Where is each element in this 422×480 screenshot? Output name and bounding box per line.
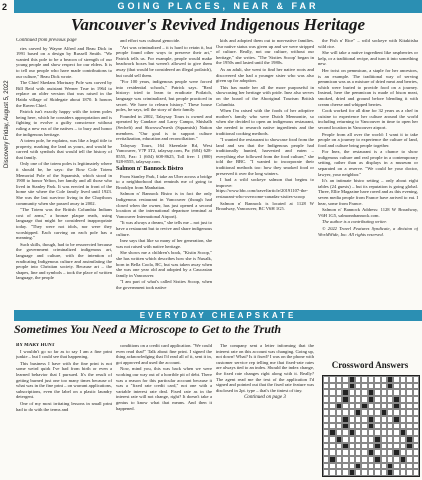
crossword-cell	[413, 403, 419, 410]
paragraph: A totem pole, he explains, was like a legal title to property, marking the land as yours, and would be carved with symbols that would tell the history of that family.	[16, 138, 112, 160]
article1-headline: Vancouver's Revived Indigenous Heritage	[70, 15, 366, 34]
paragraph: Now, mind you, this was back when we were working our way out of a horrible pit of debt. There was a reason for this particular account because it was a "fixed rate credit card," not one with a variable interest rate deal. Fixed rate as in the interest rate will not change, right? It doesn't take a genius to know what that means. And then it happened.	[116, 366, 212, 411]
crossword-grid	[322, 375, 420, 477]
crossword-cell	[413, 396, 419, 403]
paragraph: When I'm raised with the foods of her adoptive mother's family who were Dutch Mennonite, so when she decided to open an indigenous restaurant, she needed to research native ingredients and the traditional cooking methods.	[216, 108, 314, 136]
continued-on-note: Continued on page 3	[244, 395, 286, 401]
paragraph: ries carved by Wayne Alfred and Beau Dick in 1991 based on a design by Russell Smith. "We wanted this pole to be a beacon of strength of our young people and show respect for our elders. It is to tell our people who have made contributions to our culture," Beau Dick wrote.	[16, 45, 112, 79]
paragraph: This has made her all the more purposeful in showcasing her heritage with pride. Inez also serves on the board of the Aboriginal Tourism British Columbia.	[216, 84, 314, 107]
continued-note: Continued from previous page	[16, 38, 77, 43]
paragraph: The company sent a letter informing that the interest rate on this account was changing. Going up, not down! What? Is it fixed? I was on the phone with customer service rep telling me that fixed-rate rates are always tied to an index. Should the index change, the fixed rate changes right along with it. Really? The agent read me the text of the application I'd signed and pointed out that the fixed rate feature was disclosed in 2pt. type – that's the tiniest of tiny.	[216, 343, 314, 393]
paragraph: Patrick isn't exactly happy with the totem poles being here, which he considers appropriation and is fighting to evolve a guilty conscience without ruling a new era of the natives – to bury and honor the indigenous heritage.	[16, 109, 112, 137]
page-sidebar	[0, 0, 12, 480]
paragraph: Inez says that like so many of her generation, she was not raised with native heritage.	[116, 238, 212, 249]
paragraph: The Chief Skedans Mortuary Pole was carved by Bill Reid with assistant Werner True in 1964 to replace an older version that was raised in the Haida village of Skidegate about 1870. It honors the Raven Chief.	[16, 80, 112, 108]
paragraph: For Inez, the restaurant is a chance to show indigenous culture and real people in a contemporary setting, rather than as displays in a museum or separated on a reserve. "We could be your doctor, lawyer, your neighbor."	[318, 149, 418, 177]
crossword-cell	[413, 436, 419, 443]
crossword-cell	[413, 449, 419, 456]
footnote: The author is a contributing writer.	[322, 219, 387, 225]
paragraph: It's an intimate bistro setting – only about eight tables (24 guests) – but its reputation is going global. Three, Ellie Magazine have raved and as this evening, seven media people from France have arrived to eat. I hear, some from France.	[318, 178, 418, 206]
paragraph: Only one of the totem poles is legitimately where it should be, he says: the Bow Cole Totem Memorial Pole of the Squamish, which stood in 1900 to honor Yelton, her family and all those who lived in Stanley Park. It was erected in front of the home site where the Cole family lived until 1923. She was the last survivor living in the Chaythoos community when she passed away in 2002.	[16, 161, 112, 206]
copyright: © 2022 Travel Features Syndicate, a division of WorldWide, Inc. All rights reserved.	[318, 226, 418, 237]
crossword-cell	[413, 376, 419, 383]
crossword-cell	[413, 443, 419, 450]
paragraph: Salmon n' Bannock Bistro is in fact the only Indigenous restaurant in Vancouver (though had closed when the owner, has just opened a second location at the international departure terminal at Vancouver International Airport).	[116, 191, 212, 219]
article2-headline: Sometimes You Need a Microscope to Get to the Truth	[14, 322, 281, 336]
paragraph: Cook worked for all dine for 32 years as a chef in cuisine to experience her culture around the world including returning to Vancouver in time to open her second location in Vancouver airport.	[318, 108, 418, 130]
paragraph: "For 100 years, indigenous people were forced into residential schools," Patrick says. "Real history: tried to learn to eradicate Potlatch, language was criminalized, but people practiced in secret. We have to relearn history." These house poles, he says, tell the story of their family.	[116, 79, 212, 113]
article2-column-2	[116, 343, 212, 478]
crossword-cell	[413, 463, 419, 470]
article1-subhead: Salmon n' Bannock Bistro	[116, 166, 184, 173]
paragraph: Salmon n' Bannock is located at 1128 W Broadway, Vancouver, BC V6H 1G5.	[216, 200, 314, 212]
paragraph: conditions on a credit card application. "We could even read that!" Talk about fine print. I signed the thing acknowledging that I'd read all of it, sent it in, got approved and used the account.	[116, 343, 212, 365]
paragraph: Founded in 2002, Talaysay Tours is owned and operated by Candace and Larry Campo, Shishalh (Sechelt) and Skwxwu7mesh (Squamish) Nation members. "Our goal is to support culture revitalization, education and reconciliation."	[116, 113, 212, 142]
crossword-cell	[413, 469, 419, 476]
crossword-cell	[413, 456, 419, 463]
article2-column-3	[216, 343, 314, 478]
paragraph: and effort was cultural genocide.	[120, 38, 181, 43]
paragraph: Such skills, though, had to be resurrected because the government criminalized indigenous art, language and culture, with the intention of eradicating Indigenous culture and assimilating the people into Christian society. Because art – the shapes, line and symbols – took the place of written language, the people	[16, 241, 112, 281]
paragraph: I had a wild sockeye salmon that begins to improve: https://www.bbc.com/travel/article/20191107-the-restaurant-who-overcome-canadas-sixties-scoop	[216, 177, 314, 200]
crossword-cell	[413, 429, 419, 436]
paragraph: As an adult, she went to find her native roots and discovered she had a younger sister who was also given up for adoption.	[216, 66, 314, 84]
paragraph: Her twist on pemmican, a staple for her ancestors, is an example. The traditional way of serving pemmican was as a mixture of dried meat and berries, which were buried to provide food on a journey. Instead, here the pemmican is made of bison meat, smoked, dried and ground before blending it with cream cheese and whipped berries.	[318, 67, 418, 107]
article1-column-4	[318, 38, 418, 308]
byline: BY MARY HUNT	[16, 343, 55, 348]
crossword-cell	[413, 409, 419, 416]
paragraph: From Stanley Park, I take an Uber across a bridge to a neighborhood that reminds me of going to Brooklyn from Manhattan.	[116, 173, 212, 190]
paragraph: One of my most irritating lessons in small print had to do with the terms and	[16, 400, 112, 412]
crossword-cell	[413, 383, 419, 390]
page-number: 2	[2, 2, 8, 12]
paragraph: "Art was criminalized – it is hard to retain it, but people found other ways to preserve their art," Patrick tells us. For example, people would make beadwork boxes but weren't allowed to give them away (that would be considered an illegal potlatch), but could sell them.	[116, 44, 212, 78]
issue-date-vertical: Discovery Friday, August 5, 2022	[4, 80, 10, 168]
paragraph: kids and adopted them out to non-native families. Our native status was given up and we were stripped of culture. Really, not our culture, without our heritage," she writes. "The 'Sixties Scoop' began in the 1950s and lasted until the 1980s.	[216, 38, 314, 66]
paragraph: the Fish n' Rice" – wild sockeye with Kitakitsha wild rice.	[318, 38, 418, 49]
paragraph: "The Totem was the British Columbia Indians cost of arms," a bronze plaque reads, using language that might be considered inappropriate today. "They were not idols, nor were they worshipped. Each carving on each pole has a meaning."	[16, 207, 112, 241]
article2-column-1	[16, 343, 112, 478]
article1-column-2	[116, 38, 212, 308]
paragraph: Salmon n' Bannock Address: 1128 W Broadway, V6H 1G5, salmonnbannock.com.	[318, 207, 418, 218]
paragraph: "I wanted the restaurant to showcase food from the land and sea that the Indigenous people had traditionally hunted, harvested and eaten – everything else followed from the food culture," she told the BBC. "I wanted to incorporate their traditional methods too: how they smoked food or preserved it over the long winters.	[216, 137, 314, 176]
article1-column-1	[16, 38, 112, 308]
paragraph: "I am part of what's called Sixties Scoop, when the government took native	[116, 279, 212, 290]
paragraph: She shows me a children's book, "Kistin Scoop," she has written which describes how she is Nuxalk, born in Bella Coola, BC, but was taken away when she was one year old and adopted by a Caucasian family in Vancouver.	[116, 250, 212, 278]
paragraph: Talaysay Tours, 164 Skeenlate Rd, West Vancouver, V7P 3T2, talaysay.com, Pa: (604) 628-8555, Fax: 1 (604) 608-8625, Toll free: 1 (800) 928-8555, talaysay.com.	[116, 142, 212, 165]
section-banner-top: GOING PLACES, NEAR & FAR	[14, 0, 422, 13]
article1-column-3	[216, 38, 314, 308]
crossword-title: Crossword Answers	[331, 360, 409, 370]
paragraph: This business I have with the fine print is not some weird quirk I've had from birth or even a learned behavior that I pursued. It's the result of getting burned just one too many times because of what was in the fine print – on warrant applications, subscriptions, even the label on a plastic laundry detergent.	[16, 360, 112, 400]
section-banner-cheapskate: EVERYDAY CHEAPSKATE	[14, 310, 422, 321]
crossword-cell	[413, 423, 419, 430]
paragraph: "It was always a dream," she tells me – not just to have a restaurant but to revive and share indigenous culture.	[116, 220, 212, 237]
crossword-cell	[413, 389, 419, 396]
paragraph: I wouldn't go so far as to say I am a fine print junkie – but I could see that happening.	[16, 348, 112, 360]
paragraph: People from all over the world: I want it to take people on a journey to experience the culture of land, food and culture bring people together.	[318, 131, 418, 148]
crossword-cell	[413, 416, 419, 423]
paragraph: She will take a native ingredient like raspberries or kelp, or a traditional recipe, and turn it into something new.	[318, 50, 418, 67]
